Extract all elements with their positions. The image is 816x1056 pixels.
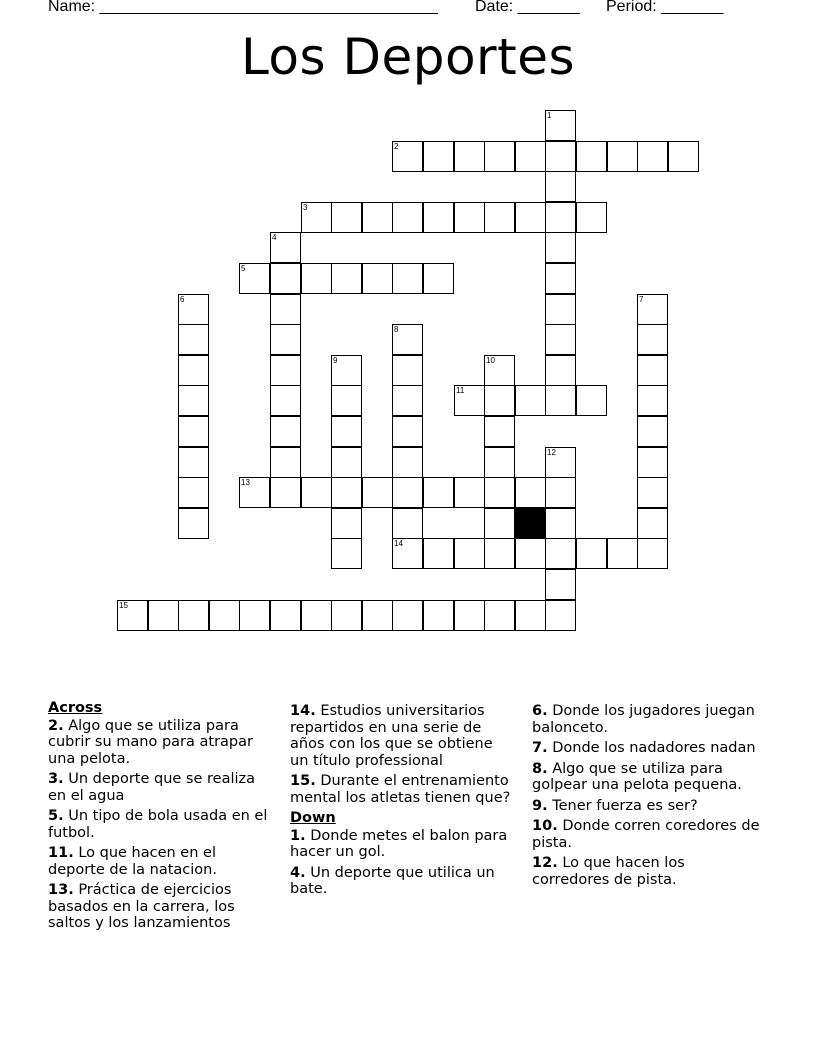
grid-cell[interactable] [484,477,515,508]
grid-cell[interactable] [178,294,209,325]
grid-cell[interactable] [576,538,607,569]
grid-cell[interactable] [423,263,454,294]
clue-across-5: 5. Un tipo de bola usada en el futbol. [48,808,268,841]
clue-number: 3 [303,203,308,212]
grid-cell[interactable] [209,600,240,631]
grid-cell[interactable] [637,294,668,325]
grid-cell[interactable] [392,538,423,569]
down-heading: Down [290,810,336,826]
clue-number: 9 [333,356,338,365]
grid-cell[interactable] [178,447,209,478]
grid-cell[interactable] [576,385,607,416]
period-field-label: Period: _______ [606,0,724,15]
clue-across-11: 11. Lo que hacen en el deporte de la natacion. [48,845,217,878]
grid-cell[interactable] [576,141,607,172]
grid-cell[interactable] [362,202,393,233]
grid-cell[interactable] [392,355,423,386]
grid-cell[interactable] [637,538,668,569]
grid-cell[interactable] [515,600,546,631]
grid-cell[interactable] [545,232,576,263]
grid-cell[interactable] [270,324,301,355]
grid-cell[interactable] [331,385,362,416]
grid-cell[interactable] [239,600,270,631]
page-title: Los Deportes [240,28,576,86]
grid-cell[interactable] [484,600,515,631]
grid-cell[interactable] [270,600,301,631]
grid-cell[interactable] [392,447,423,478]
clue-down-1: 1. Donde metes el balon para hacer un gol. [290,827,508,860]
black-square [515,508,546,539]
grid-cell[interactable] [637,324,668,355]
grid-cell[interactable] [301,600,332,631]
clue-number: 13 [241,478,250,487]
grid-cell[interactable] [270,232,301,263]
grid-cell[interactable] [484,416,515,447]
clue-down-10: 10. Donde corren coredores de pista. [532,818,760,851]
grid-cell[interactable] [545,600,576,631]
grid-cell[interactable] [545,385,576,416]
grid-cell[interactable] [637,447,668,478]
grid-cell[interactable] [484,202,515,233]
grid-cell[interactable] [637,416,668,447]
grid-cell[interactable] [607,141,638,172]
clue-across-13: 13. Práctica de ejercicios basados en la carrera, los saltos y los lanzamientos [48,882,235,931]
grid-cell[interactable] [545,110,576,141]
clues-column-1 [48,700,273,936]
grid-cell[interactable] [607,538,638,569]
clue-number: 15 [119,601,128,610]
clue-across-15: 15. Durante el entrenamiento mental los atletas tienen que? [290,773,511,806]
grid-cell[interactable] [178,324,209,355]
grid-cell[interactable] [484,355,515,386]
grid-cell[interactable] [454,477,485,508]
clue-number: 12 [547,448,556,457]
grid-cell[interactable] [392,600,423,631]
grid-cell[interactable] [545,355,576,386]
grid-cell[interactable] [362,263,393,294]
grid-cell[interactable] [454,385,485,416]
grid-cell[interactable] [637,141,668,172]
grid-cell[interactable] [545,263,576,294]
grid-cell[interactable] [178,508,209,539]
clue-number: 8 [394,325,399,334]
grid-cell[interactable] [668,141,699,172]
grid-cell[interactable] [392,416,423,447]
grid-cell[interactable] [331,600,362,631]
grid-cell[interactable] [515,141,546,172]
grid-cell[interactable] [454,202,485,233]
grid-cell[interactable] [423,600,454,631]
clue-number: 5 [241,264,246,273]
grid-cell[interactable] [423,202,454,233]
grid-cell[interactable] [515,385,546,416]
grid-cell[interactable] [178,416,209,447]
clue-across-2: 2. Algo que se utiliza para cubrir su mano para atrapar una pelota. [48,717,253,767]
clue-down-8: 8. Algo que se utiliza para golpear una pelota pequena. [532,760,742,793]
grid-cell[interactable] [545,538,576,569]
grid-cell[interactable] [301,202,332,233]
grid-cell[interactable] [362,477,393,508]
clue-down-7: 7. Donde los nadadores nadan [532,740,756,756]
grid-cell[interactable] [484,447,515,478]
date-field-label: Date: _______ [475,0,580,15]
grid-cell[interactable] [178,600,209,631]
grid-cell[interactable] [392,202,423,233]
grid-cell[interactable] [178,477,209,508]
grid-cell[interactable] [331,355,362,386]
grid-cell[interactable] [392,263,423,294]
clues-column-2 [290,703,512,902]
grid-cell[interactable] [545,508,576,539]
grid-cell[interactable] [423,141,454,172]
clue-across-3: 3. Un deporte que se realiza en el agua [48,771,256,804]
name-field-label: Name: ______________________________________ [48,0,438,15]
grid-cell[interactable] [301,477,332,508]
grid-cell[interactable] [331,202,362,233]
grid-cell[interactable] [545,171,576,202]
grid-cell[interactable] [484,538,515,569]
grid-cell[interactable] [270,416,301,447]
grid-cell[interactable] [331,508,362,539]
grid-cell[interactable] [576,202,607,233]
grid-cell[interactable] [301,263,332,294]
clue-number: 11 [456,386,465,395]
grid-cell[interactable] [331,263,362,294]
clue-number: 14 [394,539,403,548]
grid-cell[interactable] [331,416,362,447]
clue-number: 4 [272,233,277,242]
grid-cell[interactable] [270,447,301,478]
grid-cell[interactable] [484,385,515,416]
clue-number: 1 [547,111,552,120]
grid-cell[interactable] [117,600,148,631]
clue-down-4: 4. Un deporte que utilica un bate. [290,864,495,897]
grid-cell[interactable] [545,202,576,233]
grid-cell[interactable] [545,569,576,600]
grid-cell[interactable] [270,477,301,508]
grid-cell[interactable] [270,263,301,294]
grid-cell[interactable] [239,477,270,508]
grid-cell[interactable] [484,508,515,539]
grid-cell[interactable] [392,141,423,172]
grid-cell[interactable] [484,141,515,172]
grid-cell[interactable] [545,447,576,478]
grid-cell[interactable] [331,477,362,508]
clue-down-9: 9. Tener fuerza es ser? [532,797,698,814]
grid-cell[interactable] [545,294,576,325]
grid-cell[interactable] [270,355,301,386]
clue-number: 7 [639,295,644,304]
grid-cell[interactable] [545,477,576,508]
grid-cell[interactable] [423,477,454,508]
grid-cell[interactable] [392,477,423,508]
grid-cell[interactable] [454,141,485,172]
grid-cell[interactable] [239,263,270,294]
grid-cell[interactable] [423,538,454,569]
clue-number: 2 [394,142,399,151]
clue-across-14: 14. Estudios universitarios repartidos en una serie de años con los que se obtiene un título professional [290,703,493,769]
across-heading: Across [48,700,103,716]
clue-down-12: 12. Lo que hacen los corredores de pista. [532,855,685,888]
grid-cell[interactable] [392,385,423,416]
grid-cell[interactable] [270,385,301,416]
grid-cell[interactable] [515,202,546,233]
grid-cell[interactable] [637,477,668,508]
grid-cell[interactable] [637,355,668,386]
grid-cell[interactable] [545,324,576,355]
clue-number: 6 [180,295,185,304]
grid-cell[interactable] [270,294,301,325]
grid-cell[interactable] [454,538,485,569]
grid-cell[interactable] [392,324,423,355]
grid-cell[interactable] [331,447,362,478]
grid-cell[interactable] [148,600,179,631]
grid-cell[interactable] [178,385,209,416]
grid-cell[interactable] [331,538,362,569]
clue-number: 10 [486,356,495,365]
grid-cell[interactable] [392,508,423,539]
grid-cell[interactable] [362,600,393,631]
grid-cell[interactable] [178,355,209,386]
grid-cell[interactable] [637,385,668,416]
grid-cell[interactable] [637,508,668,539]
grid-cell[interactable] [545,141,576,172]
clue-down-6: 6. Donde los jugadores juegan balonceto. [532,703,755,736]
clues-column-3 [532,703,762,892]
grid-cell[interactable] [515,477,546,508]
grid-cell[interactable] [515,538,546,569]
grid-cell[interactable] [454,600,485,631]
